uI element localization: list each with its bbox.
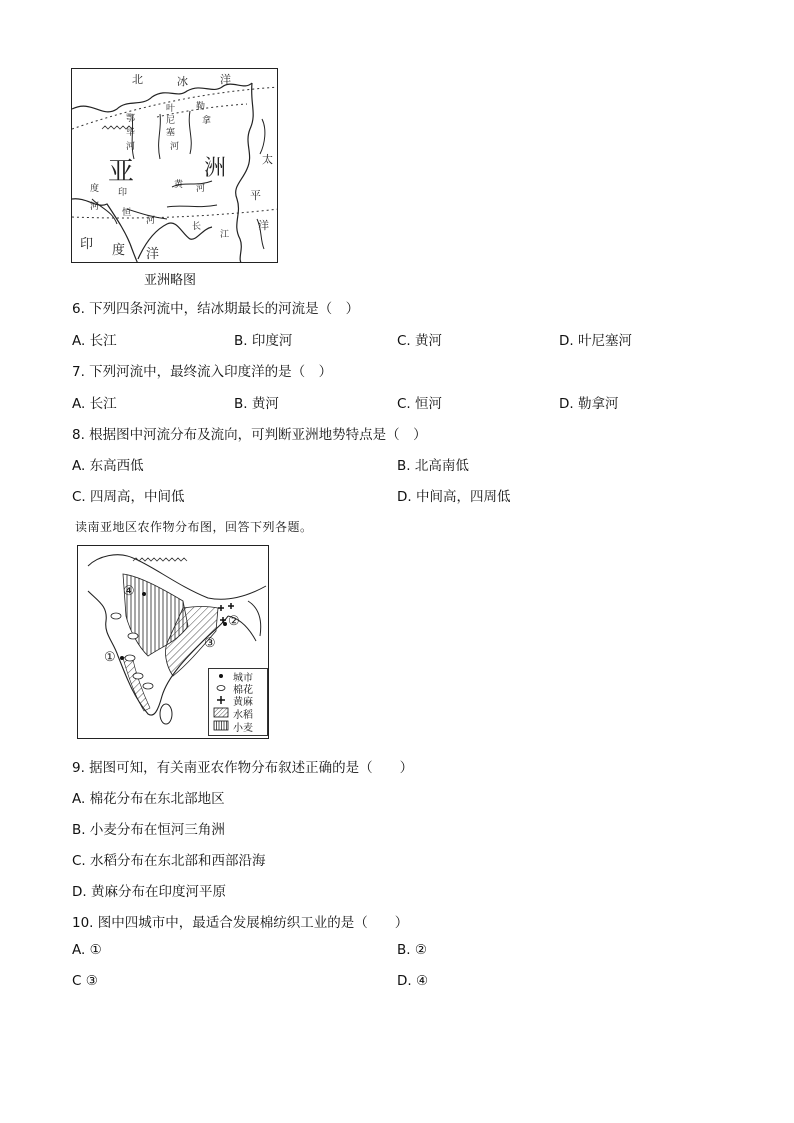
map1-label-jiang: 江 xyxy=(220,230,230,240)
question-10-stem: 10. 图中四城市中，最适合发展棉纺织工业的是（ ） xyxy=(72,915,409,931)
question-10-option-a[interactable]: A. ① xyxy=(72,942,102,958)
asia-map-drawing xyxy=(72,69,278,263)
map1-label-he1: 河 xyxy=(126,142,136,152)
map1-label-he3: 河 xyxy=(90,202,100,212)
map1-label-ya: 亚 xyxy=(108,157,135,187)
map1-label-he5: 河 xyxy=(146,216,156,226)
map1-label-bei: 北 xyxy=(132,73,143,86)
question-6-option-c[interactable]: C. 黄河 xyxy=(397,333,443,349)
legend-rice-label: 水稻 xyxy=(233,710,253,721)
question-9-option-d[interactable]: D. 黄麻分布在印度河平原 xyxy=(72,884,226,900)
map1-label-du: 度 xyxy=(90,184,100,194)
legend-city-label: 城市 xyxy=(233,673,253,684)
question-10-option-d[interactable]: D. ④ xyxy=(397,973,429,989)
legend-jute-label: 黄麻 xyxy=(233,697,253,708)
question-6-option-a[interactable]: A. 长江 xyxy=(72,333,117,349)
question-7-option-b[interactable]: B. 黄河 xyxy=(234,396,279,412)
map1-label-he2: 河 xyxy=(170,142,180,152)
map1-label-huang: 黄 xyxy=(174,180,184,190)
question-7-option-a[interactable]: A. 长江 xyxy=(72,396,117,412)
map1-label-he4: 河 xyxy=(196,184,206,194)
map1-label-yin: 印 xyxy=(118,188,128,198)
question-7-stem: 7. 下列河流中，最终流入印度洋的是（ ） xyxy=(72,364,333,380)
map1-label-le: 勒 xyxy=(196,102,206,112)
question-6-option-d[interactable]: D. 叶尼塞河 xyxy=(559,333,632,349)
question-8-option-c[interactable]: C. 四周高，中间低 xyxy=(72,489,185,505)
question-6-option-b[interactable]: B. 印度河 xyxy=(234,333,293,349)
south-asia-crop-map xyxy=(77,545,269,739)
marker-3: ③ xyxy=(204,636,216,651)
question-9-option-a[interactable]: A. 棉花分布在东北部地区 xyxy=(72,791,225,807)
question-7-option-d[interactable]: D. 勒拿河 xyxy=(559,396,619,412)
map1-label-heng: 恒 xyxy=(122,208,132,218)
map1-label-sai: 塞 xyxy=(166,128,176,138)
question-6-stem: 6. 下列四条河流中，结冰期最长的河流是（ ） xyxy=(72,301,360,317)
marker-2: ② xyxy=(228,614,240,629)
question-8-option-a[interactable]: A. 东高西低 xyxy=(72,458,144,474)
map1-label-yang-s: 洋 xyxy=(146,247,160,262)
map1-label-du2: 度 xyxy=(112,243,126,258)
map1-label-chang: 长 xyxy=(192,222,202,232)
map1-label-bi: 毕 xyxy=(126,128,136,138)
question-10-option-c[interactable]: C ③ xyxy=(72,973,98,989)
question-9-option-c[interactable]: C. 水稻分布在东北部和西部沿海 xyxy=(72,853,266,869)
question-9-option-b[interactable]: B. 小麦分布在恒河三角洲 xyxy=(72,822,225,838)
question-10-option-b[interactable]: B. ② xyxy=(397,942,427,958)
map1-label-na: 拿 xyxy=(202,116,212,126)
marker-4: ④ xyxy=(123,584,135,599)
legend-symbols xyxy=(213,671,229,733)
map1-label-tai: 太 xyxy=(262,153,273,166)
map-legend xyxy=(208,668,268,736)
map1-label-e: 鄂 xyxy=(126,114,136,124)
map1-label-bing: 冰 xyxy=(177,75,188,88)
legend-cotton-label: 棉花 xyxy=(233,685,253,696)
map1-label-yin2: 印 xyxy=(80,237,94,252)
asia-sketch-map xyxy=(71,68,278,263)
map1-label-ye: 叶 xyxy=(166,104,176,114)
map1-label-yang-e: 洋 xyxy=(258,219,269,232)
legend-wheat-label: 小麦 xyxy=(233,723,253,734)
question-7-option-c[interactable]: C. 恒河 xyxy=(397,396,443,412)
section-intro: 读南亚地区农作物分布图，回答下列各题。 xyxy=(75,520,313,534)
question-8-option-b[interactable]: B. 北高南低 xyxy=(397,458,469,474)
marker-1: ① xyxy=(104,650,116,665)
map1-caption: 亚洲略图 xyxy=(144,273,197,288)
map1-label-yang-n: 洋 xyxy=(220,73,231,86)
question-8-option-d[interactable]: D. 中间高，四周低 xyxy=(397,489,511,505)
map1-label-zhou: 洲 xyxy=(204,156,227,181)
question-9-stem: 9. 据图可知，有关南亚农作物分布叙述正确的是（ ） xyxy=(72,760,414,776)
question-8-stem: 8. 根据图中河流分布及流向，可判断亚洲地势特点是（ ） xyxy=(72,427,427,443)
map1-label-ni: 尼 xyxy=(166,116,176,126)
map1-label-ping: 平 xyxy=(250,189,261,202)
